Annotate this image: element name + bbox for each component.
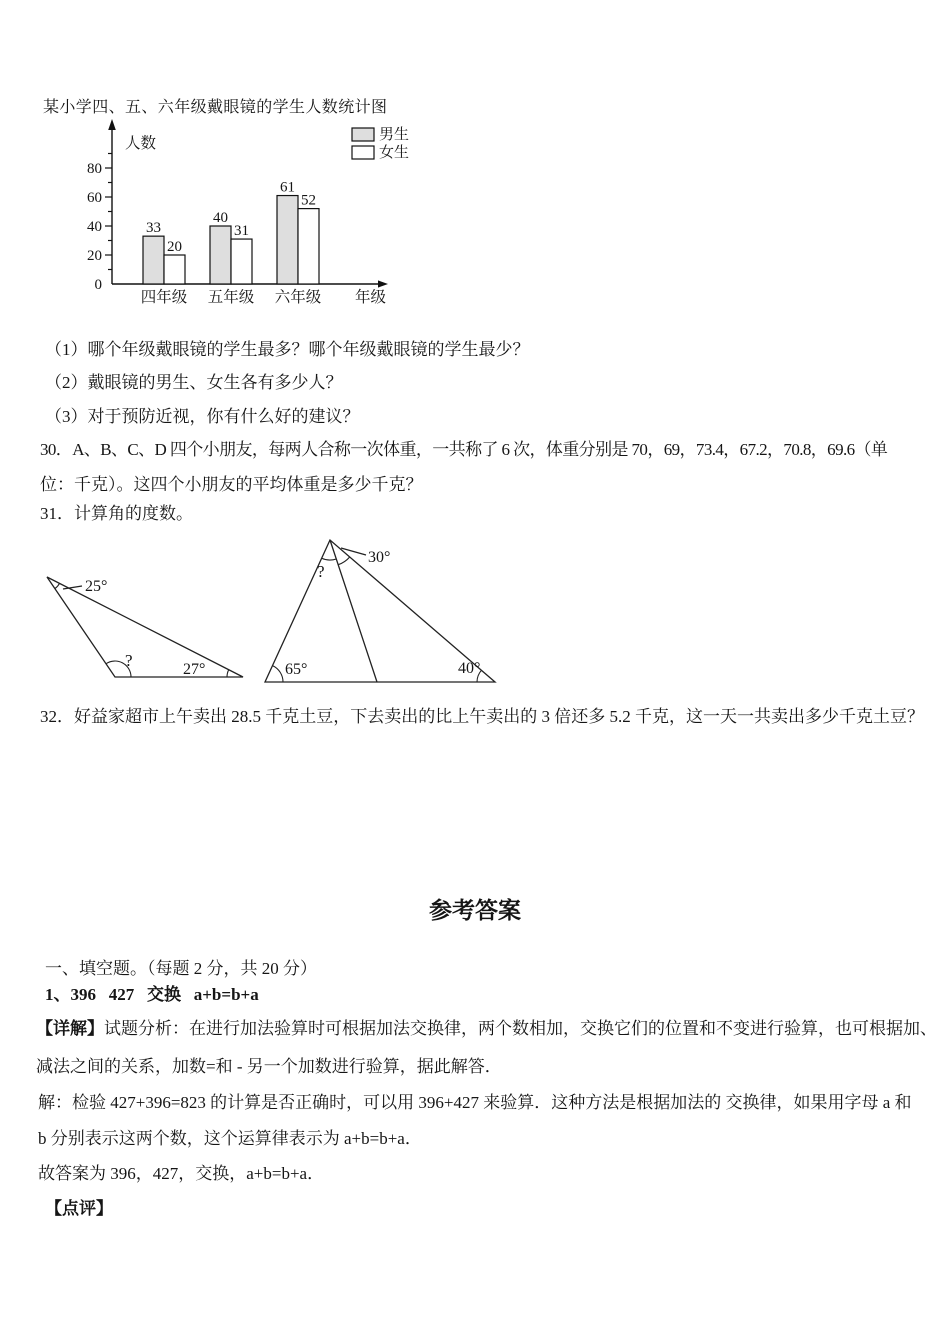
legend-swatch-男生: [352, 128, 374, 141]
bar-value-label: 20: [167, 239, 182, 255]
y-tick-label: 40: [87, 219, 102, 235]
left-angle-arc-vertex: [55, 583, 60, 588]
bar-value-label: 52: [301, 192, 316, 209]
question-31: 31．计算角的度数。: [40, 504, 193, 523]
answers-item1: 1、396 427 交换 a+b=b+a: [45, 985, 259, 1004]
right-leader-line: [341, 548, 366, 555]
question-30-line2: 位：千克）。这四个小朋友的平均体重是多少千克？: [40, 475, 423, 494]
right-angle-arc-65: [273, 666, 284, 682]
bar-男生-六年级: [277, 196, 298, 284]
question-sub3: （3）对于预防近视，你有什么好的建议？: [45, 407, 360, 426]
category-label: 四年级: [140, 289, 188, 306]
bar-女生-六年级: [298, 209, 319, 284]
y-axis-title: 人数: [125, 135, 157, 152]
answers-comment-label: 【点评】: [45, 1199, 113, 1218]
bar-女生-五年级: [231, 239, 252, 284]
right-angle-65-label: 65°: [285, 661, 308, 678]
angle-figures: [35, 535, 535, 693]
right-angle-arc-unknown: [322, 558, 337, 560]
left-angle-unknown-label: ?: [125, 651, 133, 670]
detail-text: 试题分析：在进行加法验算时可根据加法交换律，两个数相加，交换它们的位置和不变进行验算，也可根据加、: [104, 1019, 937, 1038]
bar-男生-五年级: [210, 226, 231, 284]
y-tick-label: 60: [87, 190, 102, 206]
right-angle-40-label: 40°: [458, 660, 481, 677]
legend-label: 女生: [379, 145, 410, 161]
bar-value-label: 40: [213, 210, 228, 226]
bar-value-label: 33: [146, 220, 161, 237]
legend-swatch-女生: [352, 146, 374, 159]
legend-label: 男生: [379, 127, 410, 143]
bar-chart-title: 某小学四、五、六年级戴眼镜的学生人数统计图: [43, 99, 388, 116]
y-tick-label: 80: [87, 161, 102, 177]
bar-value-label: 31: [234, 223, 249, 240]
category-label: 六年级: [274, 289, 322, 306]
answers-detail-line1: [36, 1018, 937, 1040]
question-32: 32．好益家超市上午卖出 28.5 千克土豆，下去卖出的比上午卖出的 3 倍还多 5.2 千克，这一天一共卖出多少千克土豆？: [40, 707, 924, 726]
left-angle-27-label: 27°: [183, 661, 206, 678]
question-sub1: （1）哪个年级戴眼镜的学生最多？哪个年级戴眼镜的学生最少？: [45, 340, 530, 359]
detail-bracket-label: 【详解】: [36, 1019, 104, 1038]
bar-男生-四年级: [143, 236, 164, 284]
answers-heading: 参考答案: [429, 898, 521, 923]
question-sub2: （2）戴眼镜的男生、女生各有多少人？: [45, 373, 343, 392]
bar-chart: [87, 118, 435, 310]
y-tick-label: 0: [94, 277, 102, 293]
x-axis-arrow-icon: [378, 280, 388, 287]
bar-女生-四年级: [164, 255, 185, 284]
answers-solve-line2: b 分别表示这两个数，这个运算律表示为 a+b=b+a．: [38, 1129, 422, 1148]
right-angle-unknown-label: ?: [317, 562, 325, 581]
answers-section1: 一、填空题。（每题 2 分，共 20 分）: [45, 959, 317, 978]
right-angle-arc-30: [338, 557, 350, 565]
x-axis-title: 年级: [355, 289, 387, 306]
left-angle-25-label: 25°: [85, 578, 108, 595]
y-tick-label: 20: [87, 248, 102, 264]
left-triangle-sides: [47, 577, 243, 677]
left-angle-arc-right: [227, 670, 229, 677]
right-triangle: [265, 540, 495, 682]
category-label: 五年级: [207, 289, 255, 306]
left-triangle: [47, 577, 243, 678]
bar-value-label: 61: [280, 179, 295, 196]
answers-solve-line1: 解：检验 427+396=823 的计算是否正确时，可以用 396+427 来验算．这种方法是根据加法的 交换律，如果用字母 a 和: [38, 1093, 912, 1112]
answers-solve-line3: 故答案为 396，427，交换，a+b=b+a．: [38, 1164, 325, 1183]
y-axis-arrow-icon: [108, 119, 116, 130]
question-30-line1: 30．A、B、C、D 四个小朋友，每两人合称一次体重，一共称了 6 次，体重分别是 70，69，73.4，67.2，70.8，69.6（单: [40, 440, 888, 459]
answers-detail-line2: 减法之间的关系，加数=和 - 另一个加数进行验算，据此解答．: [36, 1057, 502, 1076]
right-angle-30-label: 30°: [368, 549, 391, 566]
